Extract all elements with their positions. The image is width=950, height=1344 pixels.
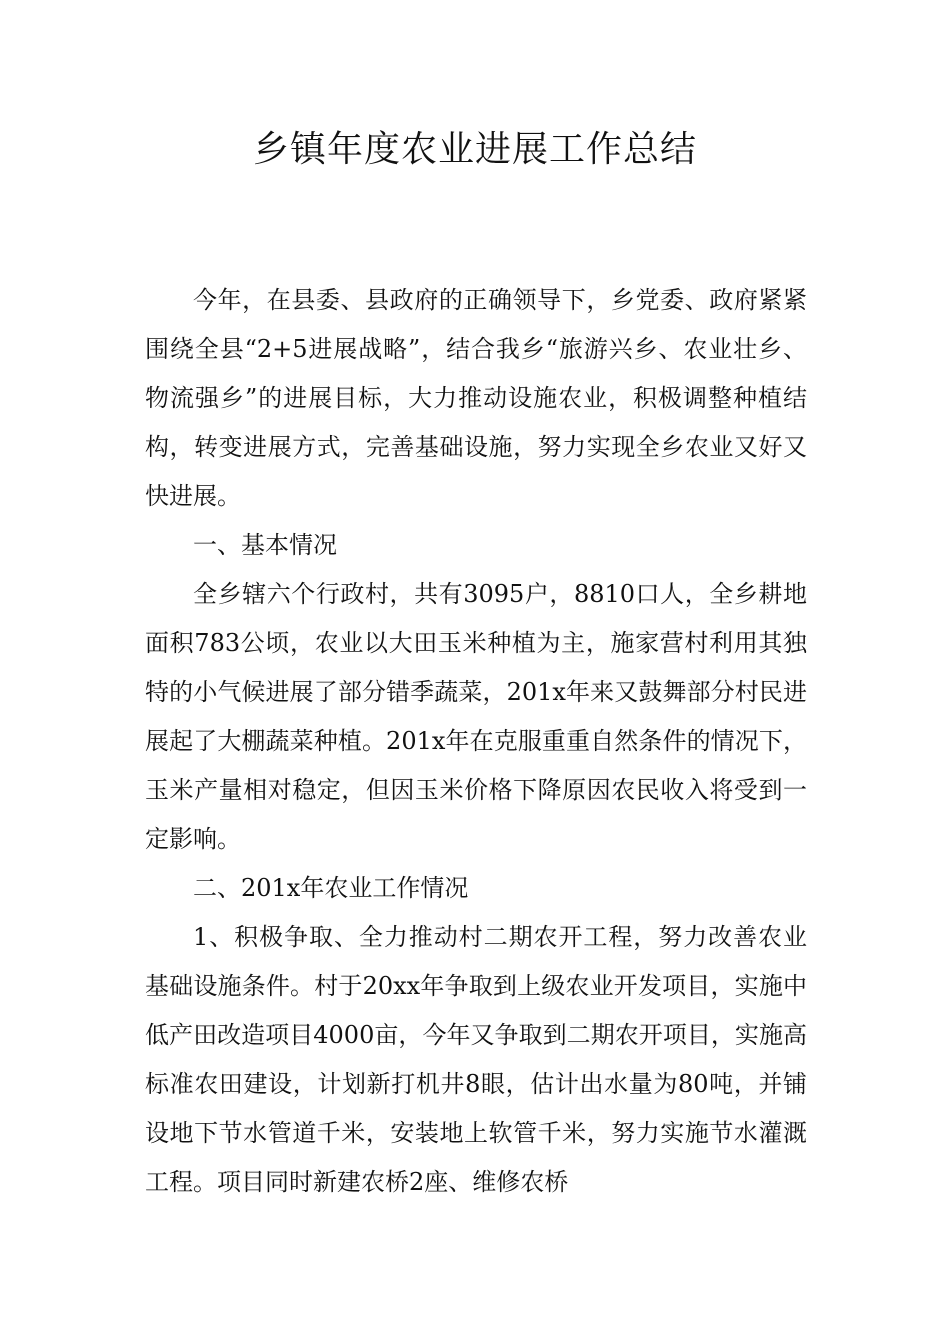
document-body <box>145 276 807 1207</box>
section-heading-work-situation: 二、201x年农业工作情况 <box>193 874 469 902</box>
section-heading-basic-situation: 一、基本情况 <box>193 531 337 559</box>
paragraph-intro: 今年，在县委、县政府的正确领导下，乡党委、政府紧紧围绕全县“2+5进展战略”，结合我乡“旅游兴乡、农业壮乡、物流强乡”的进展目标，大力推动设施农业，积极调整种植结构，转变进展方式，完善基础设施，努力实现全乡农业又好又快进展。 <box>145 286 807 510</box>
paragraph-work-item-1: 1、积极争取、全力推动村二期农开工程，努力改善农业基础设施条件。村于20xx年争取到上级农业开发项目，实施中低产田改造项目4000亩，今年又争取到二期农开项目，实施高标准农田建设，计划新打机井8眼，估计出水量为80吨，并铺设地下节水管道千米，安装地上软管千米，努力实施节水灌溉工程。项目同时新建农桥2座、维修农桥 <box>145 923 807 1196</box>
document-title: 乡镇年度农业进展工作总结 <box>252 129 697 170</box>
paragraph-basic-situation: 全乡辖六个行政村，共有3095户，8810口人，全乡耕地面积783公顷，农业以大田玉米种植为主，施家营村利用其独特的小气候进展了部分错季蔬菜，201x年来又鼓舞部分村民进展起了大棚蔬菜种植。201x年在克服重重自然条件的情况下，玉米产量相对稳定，但因玉米价格下降原因农民收入将受到一定影响。 <box>145 580 807 853</box>
